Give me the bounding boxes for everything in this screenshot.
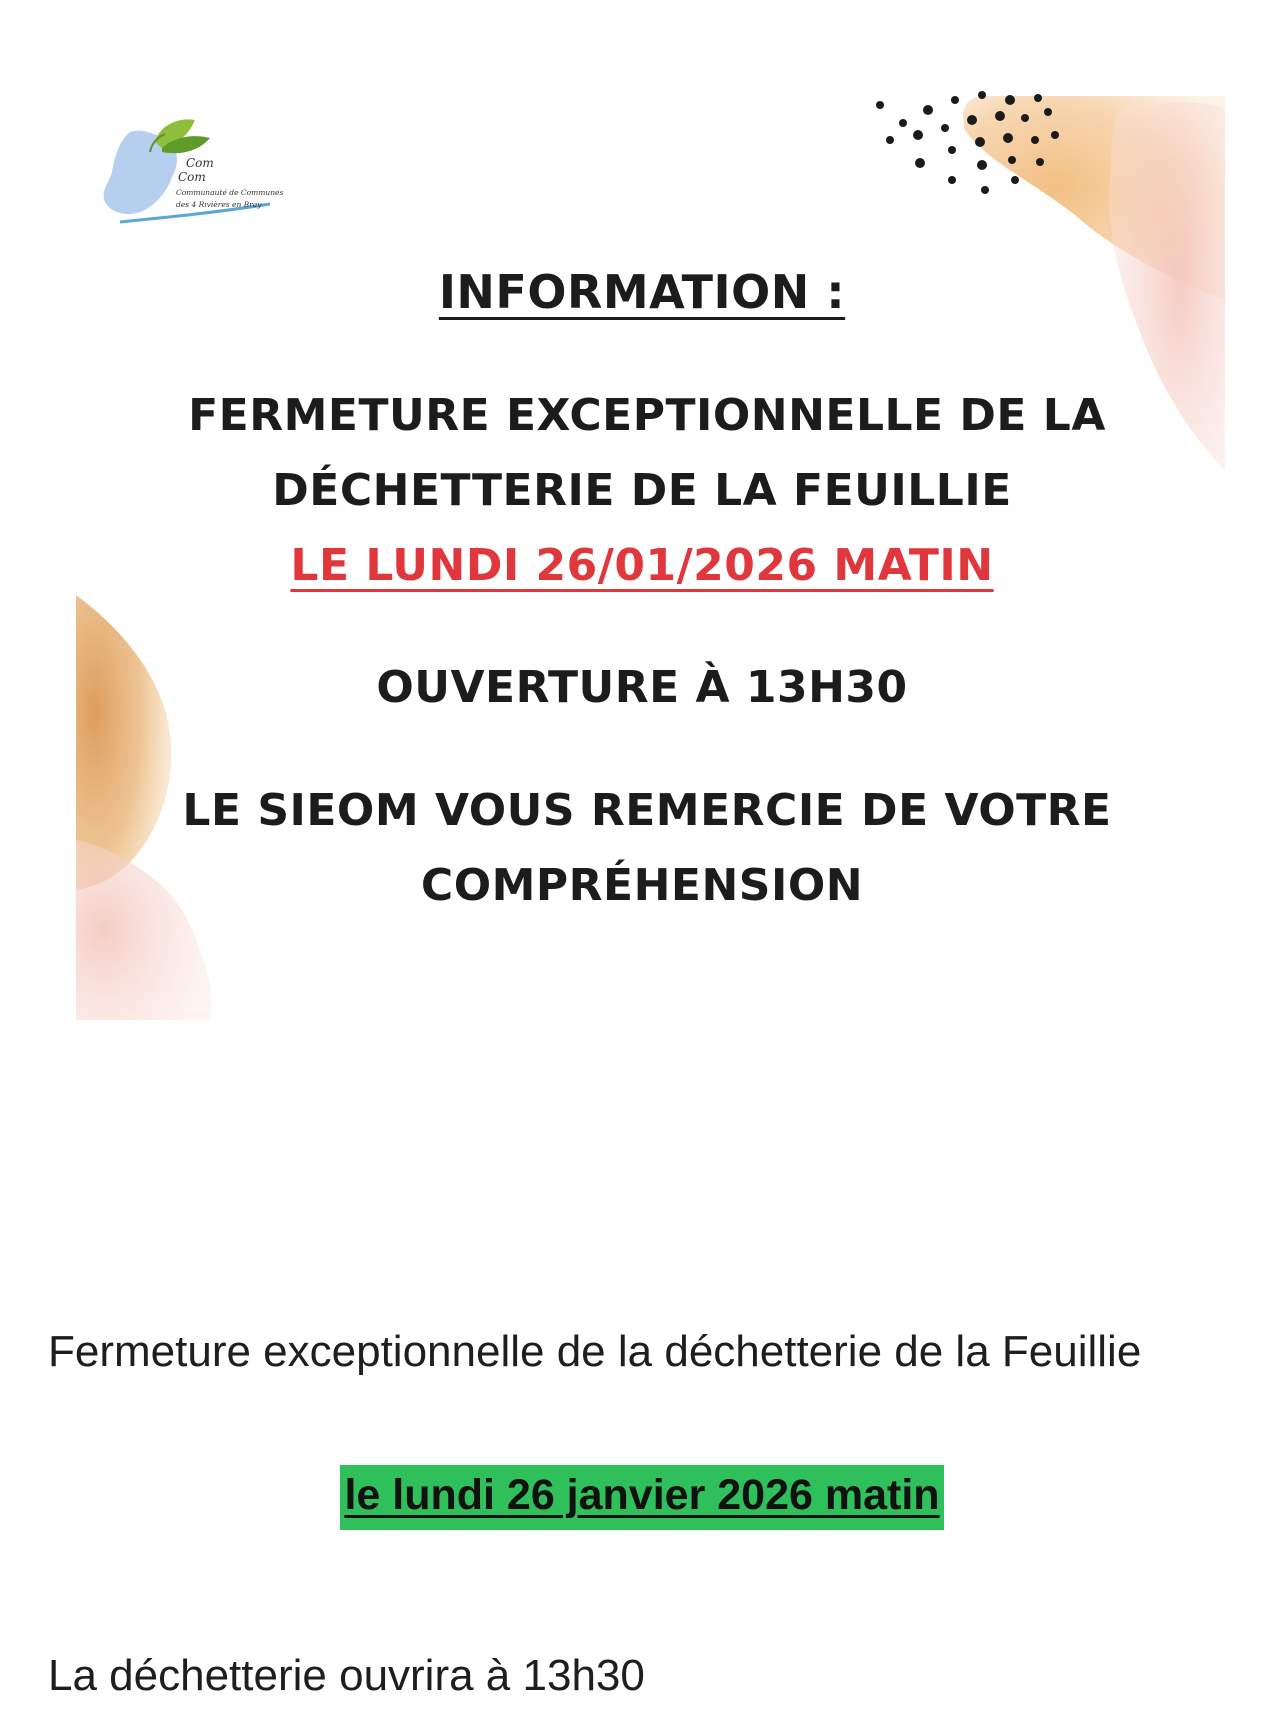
poster-date: LE LUNDI 26/01/2026 MATIN	[290, 540, 994, 591]
logo-text-sub1: Communauté de Communes	[176, 188, 284, 197]
logo-text-com1: Com	[186, 156, 214, 170]
poster-title-line2: DÉCHETTERIE DE LA FEUILLIE	[272, 465, 1012, 516]
article-opening-paragraph: La déchetterie ouvrira à 13h30	[48, 1651, 645, 1700]
article-intro-paragraph: Fermeture exceptionnelle de la déchetterie de la Feuillie	[48, 1327, 1142, 1376]
poster-title-line1: FERMETURE EXCEPTIONNELLE DE LA	[188, 390, 1106, 441]
poster-thanks-line1: LE SIEOM VOUS REMERCIE DE VOTRE	[182, 785, 1112, 836]
logo-text-com2: Com	[178, 170, 206, 184]
comcom-logo	[100, 112, 300, 232]
poster-information-heading: INFORMATION :	[438, 265, 846, 319]
article-highlight-row	[0, 1465, 1284, 1530]
poster-opening-time: OUVERTURE À 13H30	[376, 662, 908, 713]
logo-text-sub2: des 4 Rivières en Bray	[176, 200, 262, 209]
article-date-highlight: le lundi 26 janvier 2026 matin	[340, 1465, 943, 1530]
poster-thanks-line2: COMPRÉHENSION	[420, 860, 864, 911]
